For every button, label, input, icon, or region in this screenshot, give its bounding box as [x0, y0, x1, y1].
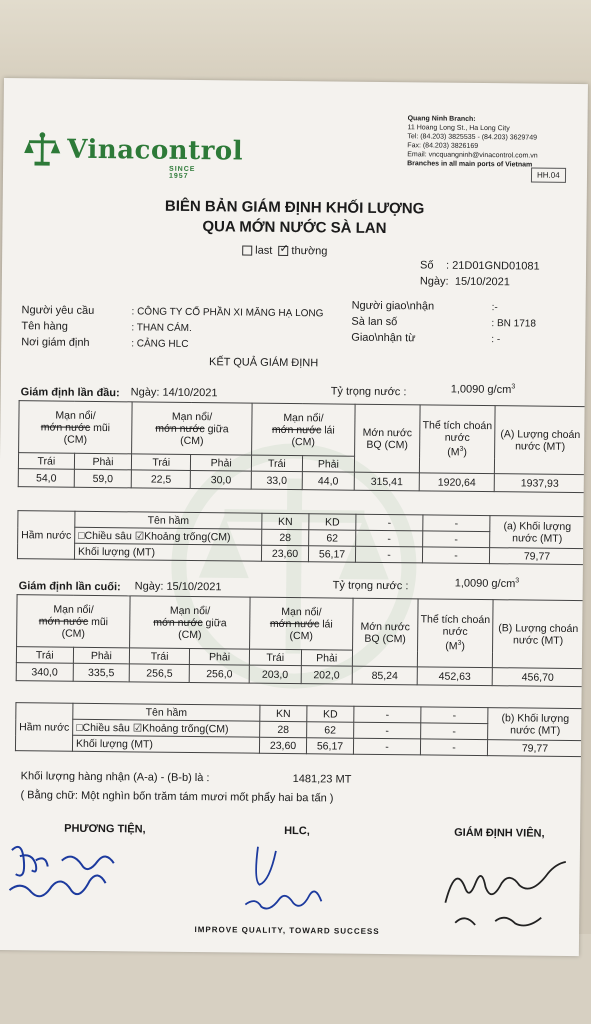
col-starboard: Phải: [73, 647, 130, 664]
location-value: : CẢNG HLC: [131, 338, 189, 350]
table-row: 340,0 335,5 256,5 256,0 203,0 202,0 85,24 452,63 456,70: [16, 663, 583, 687]
signatory-inspector: GIÁM ĐỊNH VIÊN,: [454, 826, 545, 840]
col-port: Trái: [132, 454, 191, 471]
deliverer-value: :-: [491, 302, 498, 314]
depth-row-label: □Chiều sâu ☑Khoảng trống(CM): [75, 527, 262, 545]
document-title: BIÊN BẢN GIÁM ĐỊNH KHỐI LƯỢNG: [164, 197, 425, 218]
kn-header: KN: [262, 513, 309, 529]
thuong-option-label: thường: [291, 245, 328, 258]
first-density-value: 1,0090 $g/cm^3$: [450, 383, 516, 396]
header-bow: Mạn nổi/ mớn nước mũi (CM): [19, 401, 133, 454]
tank-total-value: 79,77: [487, 740, 582, 757]
goods-label: Tên hàng: [21, 320, 68, 333]
document-page: [0, 78, 588, 956]
branch-line: 11 Hoang Long St., Ha Long City: [407, 124, 510, 133]
last-density-value: 1,0090 $g/cm^3$: [454, 577, 520, 591]
col-port: Trái: [130, 648, 190, 665]
col-port: Trái: [16, 647, 73, 664]
kd-header: KD: [307, 706, 354, 722]
first-survey-date: Ngày: 14/10/2021: [130, 386, 218, 400]
scale-logo-icon: [23, 130, 61, 168]
branch-title: Quang Ninh Branch:: [407, 115, 476, 123]
net-weight-words: ( Bằng chữ: Một nghìn bốn trăm tám mươi mốt phẩy hai ba tấn ): [20, 789, 334, 805]
col-starboard: Phải: [190, 648, 250, 665]
barge-label: Sà lan số: [351, 315, 398, 329]
kd-header: KD: [309, 514, 356, 530]
doc-date: 15/10/2021: [454, 275, 511, 289]
header-mean-draft: Mớn nước BQ (CM): [354, 404, 420, 473]
signatory-vessel: PHƯƠNG TIỆN,: [64, 822, 146, 836]
requester-value: : CÔNG TY CỔ PHẦN XI MĂNG HẠ LONG: [131, 306, 324, 320]
col-port: Trái: [18, 453, 74, 470]
barge-value: : BN 1718: [491, 318, 536, 330]
tank-total-label: (a) Khối lượng nước (MT): [490, 516, 585, 549]
header-volume: Thể tích choán nước $(M^3)$: [417, 599, 493, 668]
first-tank-table: Hầm nước Tên hầm KN KD - - (a) Khối lượng nước (MT) □Chiều sâu ☑Khoảng trống(CM) 28 62 - - Khối lượng (MT) 23,60 56,17 - - 79,77: [17, 510, 585, 565]
branch-line: Email: vncquangninh@vinacontrol.com.vn: [407, 151, 538, 160]
signatory-hlc: HLC,: [284, 824, 310, 838]
location-label: Nơi giám định: [21, 336, 90, 349]
doc-number: : 21D01GND01081: [445, 259, 540, 273]
tank-label: Hầm nước: [17, 511, 74, 560]
branch-line: Tel: (84.203) 3825535 - (84.203) 3629749: [407, 133, 538, 142]
last-survey-date: Ngày: 15/10/2021: [134, 580, 222, 594]
col-port: Trái: [249, 649, 301, 666]
tank-label: Hầm nước: [15, 703, 72, 752]
first-draft-table: [18, 400, 587, 493]
last-draft-table: [16, 594, 585, 687]
last-option-label: last: [255, 244, 273, 257]
net-weight-value: 1481,23 MT: [292, 773, 352, 786]
weight-row-label: Khối lượng (MT): [74, 543, 261, 561]
type-options: [242, 245, 327, 258]
branch-line: Fax: (84.203) 3826169: [407, 142, 479, 150]
tank-name-header: Tên hầm: [73, 703, 260, 721]
doc-number-label: Số: [419, 259, 434, 272]
hlc-signature: [235, 840, 336, 921]
last-tank-table: Hầm nước Tên hầm KN KD - - (b) Khối lượng nước (MT) □Chiều sâu ☑Khoảng trống(CM) 28 62 - - Khối lượng (MT) 23,60 56,17 - - 79,77: [15, 702, 583, 757]
document-subtitle: QUA MỚN NƯỚC SÀ LAN: [202, 218, 387, 238]
header-volume: Thể tích choán nước $(M^3)$: [419, 405, 495, 474]
col-port: Trái: [251, 455, 302, 472]
first-density-label: Tỷ trọng nước :: [330, 385, 407, 399]
header-stern: Mạn nổi/ mớn nước lái (CM): [252, 403, 355, 456]
result-title: KẾT QUẢ GIÁM ĐỊNH: [208, 356, 319, 370]
branch-info: [407, 114, 583, 170]
from-label: Giao\nhận từ: [351, 331, 416, 345]
logo-since: SINCE 1957: [168, 165, 196, 180]
from-value: : -: [491, 334, 501, 346]
col-starboard: Phải: [301, 650, 353, 667]
col-starboard: Phải: [74, 453, 132, 470]
footer-slogan: IMPROVE QUALITY, TOWARD SUCCESS: [194, 925, 380, 936]
header-bow: Mạn nổi/ mớn nước mũi (CM): [17, 595, 131, 648]
header-mean-draft: Mớn nước BQ (CM): [352, 598, 418, 667]
header-displacement: (B) Lượng choán nước (MT): [492, 600, 584, 669]
depth-row-label: □Chiều sâu ☑Khoảng trống(CM): [73, 719, 260, 737]
goods-value: : THAN CÁM.: [131, 322, 192, 334]
inspector-signature: [435, 843, 576, 934]
last-checkbox[interactable]: [242, 246, 252, 256]
tank-total-value: 79,77: [489, 548, 584, 565]
requester-label: Người yêu cầu: [21, 304, 95, 317]
form-code: HH.04: [531, 168, 566, 183]
thuong-checkbox[interactable]: [278, 246, 288, 256]
header-stern: Mạn nổi/ mớn nước lái (CM): [250, 597, 353, 650]
header-midship: Mạn nổi/ mớn nước giữa (CM): [132, 402, 252, 455]
first-survey-label: Giám định lần đầu:: [20, 386, 120, 400]
net-weight-label: Khối lượng hàng nhận (A-a) - (B-b) là :: [20, 770, 210, 785]
tank-total-label: (b) Khối lượng nước (MT): [488, 708, 583, 741]
table-row: 54,0 59,0 22,5 30,0 33,0 44,0 315,41 1920,64 1937,93: [18, 469, 585, 493]
header-displacement: (A) Lượng choán nước (MT): [494, 406, 586, 475]
last-survey-label: Giám định lần cuối:: [18, 580, 121, 594]
last-density-label: Tỷ trọng nước :: [332, 579, 409, 593]
deliverer-label: Người giao\nhận: [351, 299, 435, 313]
logo-name: Vinacontrol: [67, 134, 244, 167]
col-starboard: Phải: [302, 456, 354, 473]
kn-header: KN: [260, 705, 307, 721]
vessel-signature: [1, 830, 132, 921]
col-starboard: Phải: [191, 454, 252, 471]
weight-row-label: Khối lượng (MT): [72, 735, 259, 753]
branch-line: Branches in all main ports of Vietnam: [407, 160, 533, 169]
header-midship: Mạn nổi/ mớn nước giữa (CM): [130, 596, 250, 649]
tank-name-header: Tên hầm: [75, 511, 262, 529]
doc-date-label: Ngày:: [419, 275, 449, 288]
